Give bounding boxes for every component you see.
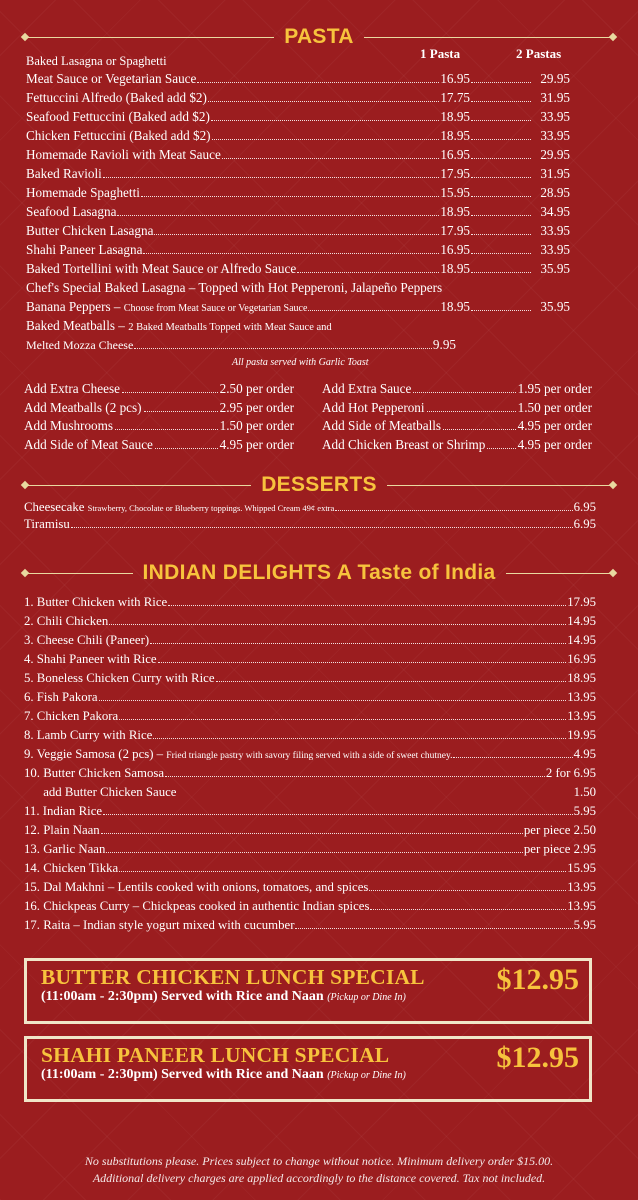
column-header-2-pastas: 2 Pastas [516,46,562,61]
footer-line2: Additional delivery charges are applied accordingly to the distance covered. Tax not included. [92,1171,546,1185]
item-price: 4.95 [573,747,596,761]
pasta-row [26,241,570,259]
leader-dots [103,814,573,815]
shahi-paneer-special [24,1036,592,1102]
item-title: 3. Cheese Chili (Paneer) [24,633,150,647]
pasta-row [26,184,570,202]
leader-dots [471,272,531,273]
leader-dots [119,871,566,872]
leader-dots [144,411,218,412]
divider-line [506,573,611,574]
item-price: 13.95 [567,690,596,704]
indian-row [24,726,596,744]
item-title: 1. Butter Chicken with Rice [24,595,168,609]
leader-dots [369,890,566,891]
price-2-pastas: 31.95 [540,90,570,105]
addon-name: Add Side of Meat Sauce [24,436,153,452]
addon-name: Add Meatballs (2 pcs) [24,399,142,415]
price-1-pasta: 18.95 [440,109,470,124]
desserts-header [22,472,616,498]
item-title: 2. Chili Chicken [24,614,109,628]
item-price: 5.95 [573,918,596,932]
item-name [24,745,452,765]
item-title: 7. Chicken Pakora [24,709,119,723]
leader-dots [165,776,545,777]
item-name: Homemade Ravioli with Meat Sauce [26,147,221,162]
leader-dots [143,253,439,254]
addon-row [322,436,592,454]
addon-row [24,417,294,435]
item-name: Seafood Lasagna [26,204,117,219]
dessert-desc: Strawberry, Chocolate or Blueberry toppings. Whipped Cream 49¢ extra [87,503,335,513]
indian-row [24,764,596,782]
dessert-price: 6.95 [573,517,596,531]
indian-row [24,612,596,630]
divider-line [28,573,133,574]
leader-dots [158,662,567,663]
pasta-row [26,222,570,240]
leader-dots [153,738,566,739]
butter-chicken-special [24,958,592,1024]
item-price: 2 for 6.95 [545,766,596,780]
item-name: Meat Sauce or Vegetarian Sauce [26,71,197,86]
addon-row [24,399,294,417]
special-title: BUTTER CHICKEN LUNCH SPECIAL [41,965,425,989]
leader-dots [471,120,531,121]
divider-line [28,37,274,38]
price-2-pastas: 29.95 [540,147,570,162]
item-price: 18.95 [567,671,596,685]
item-title: 4. Shahi Paneer with Rice [24,652,157,666]
dessert-title: Tiramisu [24,517,70,531]
leader-dots [122,392,218,393]
divider-dot [21,33,29,41]
indian-row [24,669,596,687]
addon-price: 1.50 per order [219,418,294,433]
indian-row [24,802,596,820]
item-name [24,821,100,839]
price-1-pasta: 16.95 [440,71,470,86]
dessert-name [24,515,70,533]
leader-dots [103,177,440,178]
pasta-row [26,127,570,145]
footer [0,1153,638,1187]
item-price: per piece 2.50 [523,823,596,837]
indian-row [24,650,596,668]
addon-row [322,417,592,435]
item-title: 17. Raita – Indian style yogurt mixed with cucumber [24,918,295,932]
item-desc: Fried triangle pastry with savory filing served with a side of sweet chutney. [166,751,453,761]
addon-name: Add Side of Meatballs [322,418,442,433]
leader-dots [413,392,515,393]
item-name [24,859,118,877]
leader-dots [471,253,531,254]
meatballs-line2 [26,336,456,354]
footer-line1: No substitutions please. Prices subject to change without notice. Minimum delivery order $15.00. [84,1154,554,1168]
item-price: 15.95 [567,861,596,875]
addon-price: 4.95 per order [219,436,294,452]
item-title: 10. Butter Chicken Samosa [24,766,165,780]
leader-dots [197,82,439,83]
item-price: 16.95 [567,652,596,666]
price-1-pasta: 18.95 [440,261,470,276]
price-1-pasta: 17.95 [440,166,470,181]
item-price: 17.95 [567,595,596,609]
item-title: 16. Chickpeas Curry – Chickpeas cooked in authentic Indian spices [24,899,370,913]
item-price: 14.95 [567,633,596,647]
item-title: add Butter Chicken Sauce [24,785,177,799]
addon-row [322,399,592,417]
addon-row [24,436,294,454]
item-name [24,650,157,668]
item-name: Butter Chicken Lasagna [26,223,154,238]
item-price: 5.95 [573,804,596,818]
pasta-row [26,203,570,221]
column-header-1-pasta: 1 Pasta [420,46,461,61]
item-price: 14.95 [567,614,596,628]
item-title: 8. Lamb Curry with Rice [24,728,153,742]
meatballs-name: Baked Meatballs – [26,318,129,333]
leader-dots [471,196,531,197]
desserts-title: DESSERTS [261,473,377,496]
indian-row [24,840,596,858]
leader-dots [115,429,218,430]
chef-special-line1: Chef's Special Baked Lasagna – Topped with Hot Pepperoni, Jalapeño Peppers [26,280,443,295]
price-2-pastas: 31.95 [540,166,570,181]
indian-row [24,745,596,763]
pasta-note: All pasta served with Garlic Toast [232,357,369,368]
leader-dots [427,411,516,412]
meatballs-line1 [26,317,332,337]
addon-name: Add Extra Sauce [322,381,412,396]
leader-dots [471,310,531,311]
item-price: 1.50 [573,785,596,799]
indian-row [24,878,596,896]
dessert-row [24,498,596,516]
item-price: 13.95 [567,880,596,894]
addon-name: Add Extra Cheese [24,381,120,396]
pasta-subheading: Baked Lasagna or Spaghetti [26,54,167,68]
pasta-row [26,146,570,164]
item-name: Seafood Fettuccini (Baked add $2) [26,109,210,124]
special-hours: (11:00am - 2:30pm) Served with Rice and Naan [41,1067,324,1082]
item-title: 13. Garlic Naan [24,842,106,856]
item-name [24,669,215,687]
leader-dots [222,158,439,159]
pasta-row [26,108,570,126]
price-2-pastas: 29.95 [540,71,570,86]
leader-dots [471,234,531,235]
dessert-title: Cheesecake [24,500,85,514]
item-price: 19.95 [567,728,596,742]
price-1-pasta: 17.95 [440,223,470,238]
item-title: 12. Plain Naan [24,823,100,837]
leader-dots [216,681,567,682]
special-price: $12.95 [496,963,579,996]
leader-dots [308,310,439,311]
pasta-row [26,260,570,278]
addon-price: 2.50 per order [219,381,294,396]
indian-row [24,821,596,839]
price-1-pasta: 16.95 [440,242,470,257]
item-title: 5. Boneless Chicken Curry with Rice [24,671,215,685]
leader-dots [471,177,531,178]
divider-line [364,37,610,38]
leader-dots [134,348,432,349]
pasta-title: PASTA [284,25,354,48]
meatballs-desc: 2 Baked Meatballs Topped with Meat Sauce and [128,322,332,333]
addon-name: Add Chicken Breast or Shrimp [322,436,486,452]
price-1-pasta: 18.95 [440,128,470,143]
chef-special-line2 [26,298,570,316]
leader-dots [211,120,439,121]
divider-dot [609,569,617,577]
pasta-row [26,165,570,183]
special-note: (Pickup or Dine In) [327,1070,406,1081]
item-title: 11. Indian Rice [24,804,103,818]
item-name [24,707,118,725]
dessert-row [24,515,596,533]
divider-line [387,485,610,486]
dessert-price: 6.95 [573,500,596,514]
leader-dots [295,928,572,929]
indian-row [24,631,596,649]
leader-dots [208,101,439,102]
divider-dot [609,481,617,489]
item-name: Fettuccini Alfredo (Baked add $2) [26,90,207,105]
item-price: 13.95 [567,899,596,913]
item-title: 14. Chicken Tikka [24,861,119,875]
item-name [24,878,368,896]
price-2-pastas: 35.95 [540,299,570,314]
leader-dots [297,272,439,273]
indian-row [24,897,596,915]
addon-price: 2.95 per order [219,399,294,415]
price-1-pasta: 15.95 [440,185,470,200]
leader-dots [487,448,515,449]
divider-dot [21,481,29,489]
leader-dots [471,139,531,140]
leader-dots [168,605,566,606]
leader-dots [101,833,523,834]
item-name [24,840,105,858]
leader-dots [141,196,439,197]
leader-dots [443,429,516,430]
leader-dots [335,510,572,511]
leader-dots [71,527,573,528]
item-name [24,593,167,611]
price-1-pasta: 17.75 [440,90,470,105]
item-title: 15. Dal Makhni – Lentils cooked with onions, tomatoes, and spices [24,880,369,894]
pasta-row [26,70,570,88]
item-name: Chicken Fettuccini (Baked add $2) [26,128,211,143]
leader-dots [109,624,566,625]
price-2-pastas: 34.95 [540,204,570,219]
divider-dot [609,33,617,41]
price-2-pastas: 35.95 [540,261,570,276]
addon-price: 1.95 per order [517,381,592,396]
item-name: Baked Tortellini with Meat Sauce or Alfredo Sauce [26,261,297,276]
item-price: per piece 2.95 [523,842,596,856]
leader-dots [471,215,531,216]
item-name: Shahi Paneer Lasagna [26,242,143,257]
indian-row [24,783,596,801]
item-name [24,631,149,649]
pasta-row [26,89,570,107]
leader-dots [99,700,567,701]
indian-header [22,560,616,586]
leader-dots [453,757,572,758]
price-2-pastas: 28.95 [540,185,570,200]
item-name [24,897,369,915]
item-name [24,688,98,706]
price-2-pastas: 33.95 [540,242,570,257]
indian-row [24,707,596,725]
addon-name: Add Hot Pepperoni [322,399,425,415]
addon-name: Add Mushrooms [24,418,114,433]
leader-dots [471,101,531,102]
chef-special-name: Banana Peppers – [26,299,124,314]
meatballs-price: 9.95 [432,337,456,352]
item-name: Homemade Spaghetti [26,185,140,200]
special-note: (Pickup or Dine In) [327,992,406,1003]
item-name [24,783,176,801]
leader-dots [119,719,566,720]
price-2-pastas: 33.95 [540,223,570,238]
leader-dots [150,643,566,644]
item-name [24,726,152,744]
addon-row [24,380,294,398]
divider-dot [21,569,29,577]
leader-dots [471,82,531,83]
leader-dots [117,215,439,216]
item-title: 6. Fish Pakora [24,690,98,704]
addon-row [322,380,592,398]
indian-row [24,859,596,877]
addon-price: 4.95 per order [517,436,592,452]
addon-price: 1.50 per order [517,399,592,415]
chef-special-desc: Choose from Meat Sauce or Vegetarian Sauce [123,303,308,314]
divider-line [28,485,251,486]
leader-dots [212,139,440,140]
item-name [24,764,164,782]
leader-dots [471,158,531,159]
leader-dots [155,448,218,449]
item-name: Baked Ravioli [26,166,102,181]
special-price: $12.95 [496,1041,579,1074]
indian-row [24,916,596,934]
price-1-pasta: 18.95 [440,299,470,314]
price-2-pastas: 33.95 [540,128,570,143]
indian-title: INDIAN DELIGHTS A Taste of India [142,561,496,584]
meatballs-line2-text: Melted Mozza Cheese [26,338,134,352]
leader-dots [106,852,522,853]
price-1-pasta: 18.95 [440,204,470,219]
special-hours: (11:00am - 2:30pm) Served with Rice and Naan [41,989,324,1004]
item-name [24,612,108,630]
leader-dots [154,234,439,235]
item-title: 9. Veggie Samosa (2 pcs) – [24,747,167,761]
price-2-pastas: 33.95 [540,109,570,124]
item-price: 13.95 [567,709,596,723]
leader-dots [370,909,566,910]
special-title: SHAHI PANEER LUNCH SPECIAL [41,1043,390,1067]
item-name [24,802,102,820]
indian-row [24,688,596,706]
indian-row [24,593,596,611]
item-name [24,916,294,934]
price-1-pasta: 16.95 [440,147,470,162]
addon-price: 4.95 per order [517,418,592,433]
